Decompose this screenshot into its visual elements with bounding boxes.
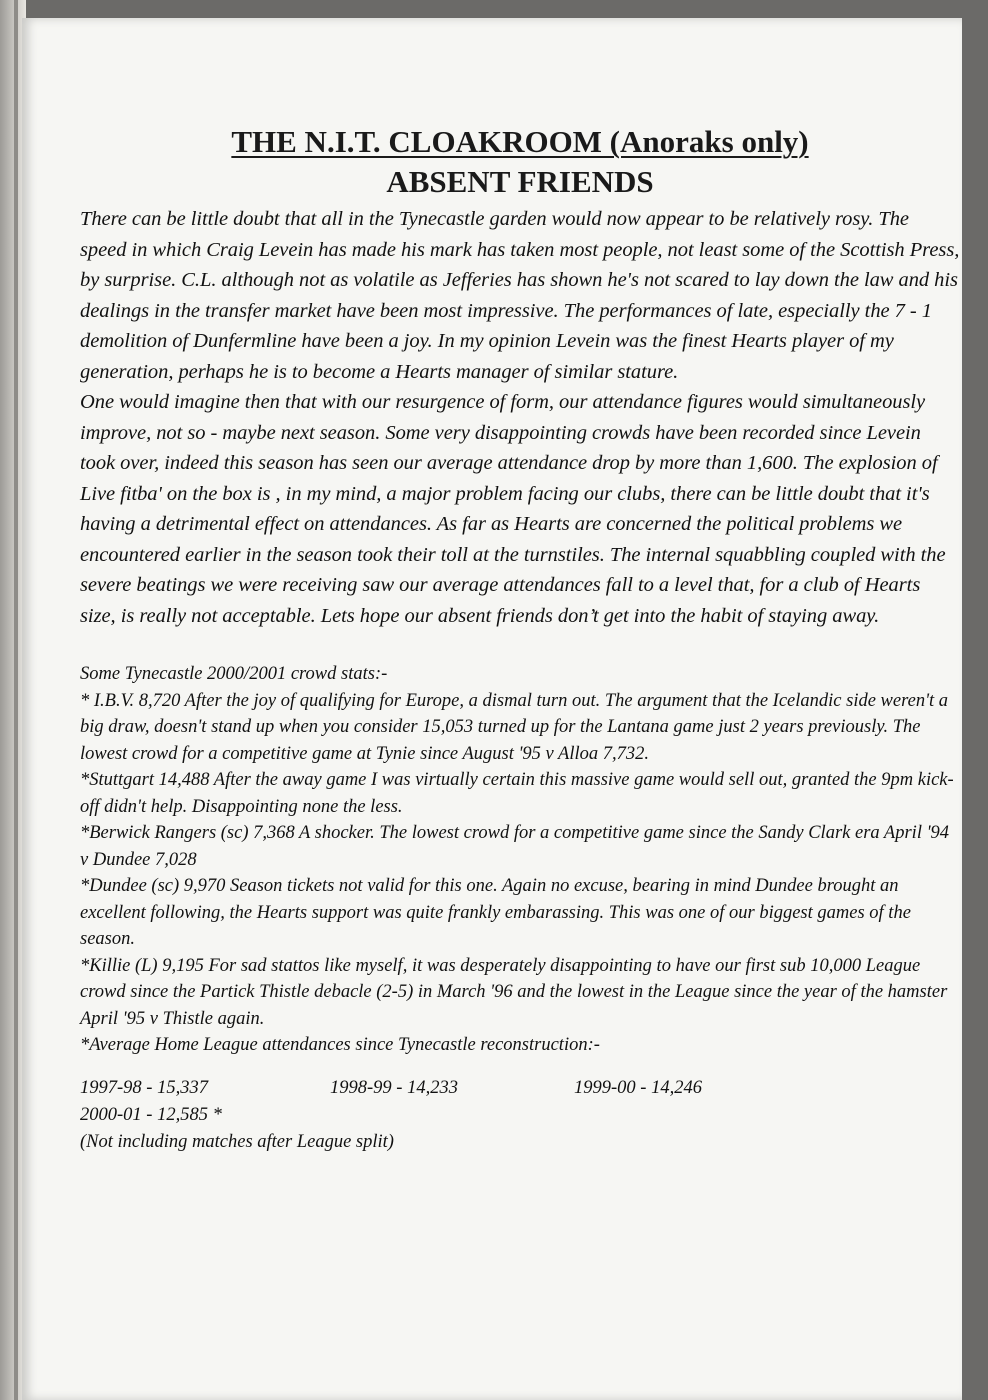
average-1998-99: 1998-99 - 14,233 xyxy=(330,1077,458,1098)
stat-killie: *Killie (L) 9,195 For sad stattos like myself, it was desperately disappointing to have our first sub 10,000 League crowd since the Partick Thistle debacle (2-5) in March '96 and the lowest in the League since the year of the hamster April '95 v Thistle again. xyxy=(80,955,948,1029)
averages-footnote: (Not including matches after League split) xyxy=(80,1131,394,1152)
stats-intro: Some Tynecastle 2000/2001 crowd stats:- xyxy=(80,664,388,684)
crowd-stats xyxy=(80,661,960,1059)
average-attendances xyxy=(80,1075,960,1156)
article-title: THE N.I.T. CLOAKROOM (Anoraks only) xyxy=(231,124,809,159)
article xyxy=(80,122,960,1156)
article-subtitle: ABSENT FRIENDS xyxy=(386,164,654,199)
averages-row xyxy=(80,1075,960,1102)
paragraph-intro: There can be little doubt that all in the Tynecastle garden would now appear to be relatively rosy. The speed in which Craig Levein has made his mark has taken most people, not least some of the Scottish Press, by surprise. C.L. although not as volatile as Jefferies has shown he's not scared to lay down the law and his dealings in the transfer market have been most impressive. The performances of late, especially the 7 - 1 demolition of Dunfermline have been a joy. In my opinion Levein was the finest Hearts player of my generation, perhaps he is to become a Hearts manager of similar stature. xyxy=(80,208,960,383)
averages-row xyxy=(80,1102,960,1129)
document-page xyxy=(22,18,962,1400)
stat-berwick: *Berwick Rangers (sc) 7,368 A shocker. The lowest crowd for a competitive game since the Sandy Clark era April '94 v Dundee 7,028 xyxy=(80,823,950,870)
paragraph-attendance: One would imagine then that with our resurgence of form, our attendance figures would simultaneously improve, not so - maybe next season. Some very disappointing crowds have been recorded since Levein took over, indeed this season has seen our average attendance drop by more than 1,600. The explosion of Live fitba' on the box is , in my mind, a major problem facing our clubs, there can be little doubt that it's having a detrimental effect on attendances. As far as Hearts are concerned the political problems we encountered earlier in the season took their toll at the turnstiles. The internal squabbling coupled with the severe beatings we were receiving saw our average attendances fall to a level that, for a club of Hearts size, is really not acceptable. Lets hope our absent friends don’t get into the habit of staying away. xyxy=(80,391,946,627)
spine-edge xyxy=(14,0,18,1400)
stat-ibv: * I.B.V. 8,720 After the joy of qualifying for Europe, a dismal turn out. The argument that the Icelandic side weren't a big draw, doesn't stand up when you consider 15,053 turned up for the Lantana game just 2 years previously. The lowest crowd for a competitive game at Tynie since August '95 v Alloa 7,732. xyxy=(80,690,949,764)
stat-stuttgart: *Stuttgart 14,488 After the away game I was virtually certain this massive game would sell out, granted the 9pm kick-off didn't help. Disappointing none the less. xyxy=(80,770,954,817)
stat-dundee: *Dundee (sc) 9,970 Season tickets not valid for this one. Again no excuse, bearing in mind Dundee brought an excellent following, the Hearts support was quite frankly embarassing. This was one of our biggest games of the season. xyxy=(80,876,911,949)
average-1997-98: 1997-98 - 15,337 xyxy=(80,1077,208,1098)
average-2000-01: 2000-01 - 12,585 * xyxy=(80,1104,222,1125)
average-1999-00: 1999-00 - 14,246 xyxy=(574,1077,702,1098)
stat-average-heading: *Average Home League attendances since Tynecastle reconstruction:- xyxy=(80,1035,600,1055)
